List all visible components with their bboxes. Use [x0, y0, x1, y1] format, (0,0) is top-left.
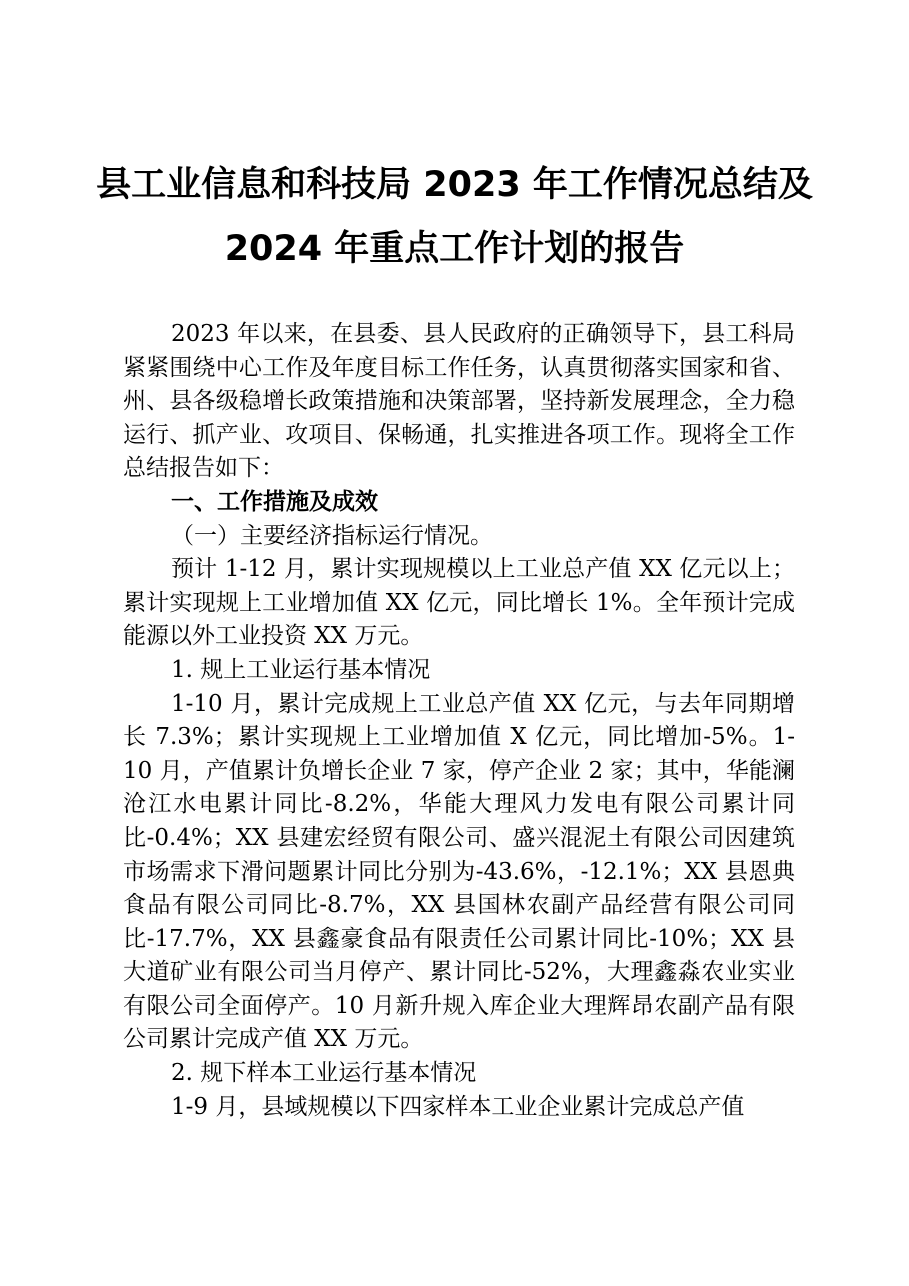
document-body — [123, 318, 795, 1124]
item-heading-1: 1. 规上工业运行基本情况 — [171, 656, 431, 683]
subsection-heading-1: （一）主要经济指标运行情况。 — [171, 522, 493, 549]
forecast-paragraph: 预计 1-12 月，累计实现规模以上工业总产值 XX 亿元以上；累计实现规上工业增加值 XX 亿元，同比增长 1%。全年预计完成能源以外工业投资 XX 万元。 — [123, 556, 795, 650]
sample-industry-paragraph: 1-9 月，县域规模以下四家样本工业企业累计完成总产值 — [171, 1093, 745, 1120]
industrial-operation-paragraph: 1-10 月，累计完成规上工业总产值 XX 亿元，与去年同期增长 7.3%；累计实现规上工业增加值 X 亿元，同比增加-5%。1-10 月，产值累计负增长企业 7 家，停产企业 2 家；其中，华能澜沧江水电累计同比-8.2%，华能大理风力发电有限公司累计同比-0.4%；XX 县建宏经贸有限公司、盛兴混泥土有限公司因建筑市场需求下滑问题累计同比分别为-43.6%，-12.1%；XX 县恩典食品有限公司同比-8.7%，XX 县国林农副产品经营有限公司同比-17.7%，XX 县鑫豪食品有限责任公司累计同比-10%；XX 县大道矿业有限公司当月停产、累计同比-52%，大理鑫淼农业实业有限公司全面停产。10 月新升规入库企业大理辉昂农副产品有限公司累计完成产值 XX 万元。 — [123, 690, 795, 1053]
document-title-line-1: 县工业信息和科技局 2023 年工作情况总结及 — [96, 165, 813, 205]
item-heading-2: 2. 规下样本工业运行基本情况 — [171, 1060, 477, 1087]
intro-paragraph: 2023 年以来，在县委、县人民政府的正确领导下，县工科局紧紧围绕中心工作及年度目标工作任务，认真贯彻落实国家和省、州、县各级稳增长政策措施和决策部署，坚持新发展理念，全力稳运行、抓产业、攻项目、保畅通，扎实推进各项工作。现将全工作总结报告如下： — [123, 321, 795, 482]
section-heading-1: 一、工作措施及成效 — [171, 488, 378, 515]
document-title-line-2: 2024 年重点工作计划的报告 — [224, 229, 685, 269]
